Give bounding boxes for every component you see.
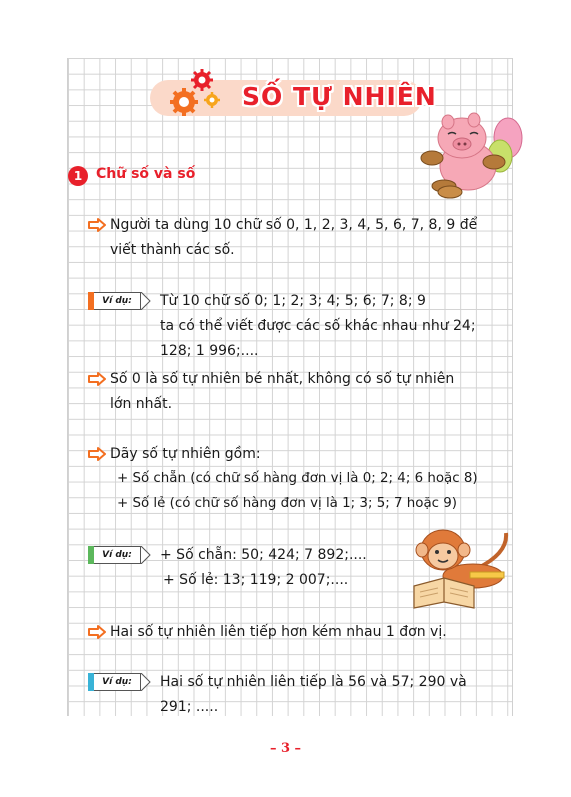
example-tag bbox=[88, 673, 150, 691]
rule-text: Hai số tự nhiên liên tiếp hơn kém nhau 1 đơn vị. bbox=[110, 624, 447, 640]
example-tag bbox=[88, 546, 150, 564]
rule-text: viết thành các số. bbox=[110, 242, 235, 258]
pig-mascot-icon bbox=[420, 108, 525, 200]
example-text: Hai số tự nhiên liên tiếp là 56 và 57; 290 và bbox=[160, 674, 467, 690]
example-text: + Số lẻ: 13; 119; 2 007;.... bbox=[163, 572, 349, 588]
example-tag-label: Ví dụ: bbox=[94, 673, 141, 691]
example-text: + Số chẵn: 50; 424; 7 892;.... bbox=[160, 547, 367, 563]
monkey-mascot-icon bbox=[408, 518, 513, 613]
gears-icon bbox=[166, 64, 222, 120]
rule-text: Số 0 là số tự nhiên bé nhất, không có số tự nhiên bbox=[110, 371, 455, 387]
example-text: 291; ..... bbox=[160, 699, 219, 715]
section-title: Chữ số và số bbox=[96, 166, 196, 182]
example-tag bbox=[88, 292, 150, 310]
example-tag-label: Ví dụ: bbox=[94, 546, 141, 564]
section-number-badge: 1 bbox=[68, 166, 88, 186]
example-text: 128; 1 996;.... bbox=[160, 343, 259, 359]
arrow-right-icon bbox=[88, 218, 106, 232]
page-title: SỐ TỰ NHIÊN bbox=[242, 82, 437, 111]
example-text: Từ 10 chữ số 0; 1; 2; 3; 4; 5; 6; 7; 8; 9 bbox=[160, 293, 426, 309]
arrow-right-icon bbox=[88, 372, 106, 386]
rule-text: Dãy số tự nhiên gồm: bbox=[110, 446, 261, 462]
arrow-right-icon bbox=[88, 625, 106, 639]
rule-text: + Số chẵn (có chữ số hàng đơn vị là 0; 2; 4; 6 hoặc 8) bbox=[117, 471, 478, 486]
rule-text: + Số lẻ (có chữ số hàng đơn vị là 1; 3; 5; 7 hoặc 9) bbox=[117, 496, 458, 511]
rule-text: lớn nhất. bbox=[110, 396, 173, 412]
page-number: – 3 – bbox=[269, 741, 302, 756]
example-tag-label: Ví dụ: bbox=[94, 292, 141, 310]
example-text: ta có thể viết được các số khác nhau như 24; bbox=[160, 318, 476, 334]
arrow-right-icon bbox=[88, 447, 106, 461]
rule-text: Người ta dùng 10 chữ số 0, 1, 2, 3, 4, 5, 6, 7, 8, 9 để bbox=[110, 217, 478, 233]
